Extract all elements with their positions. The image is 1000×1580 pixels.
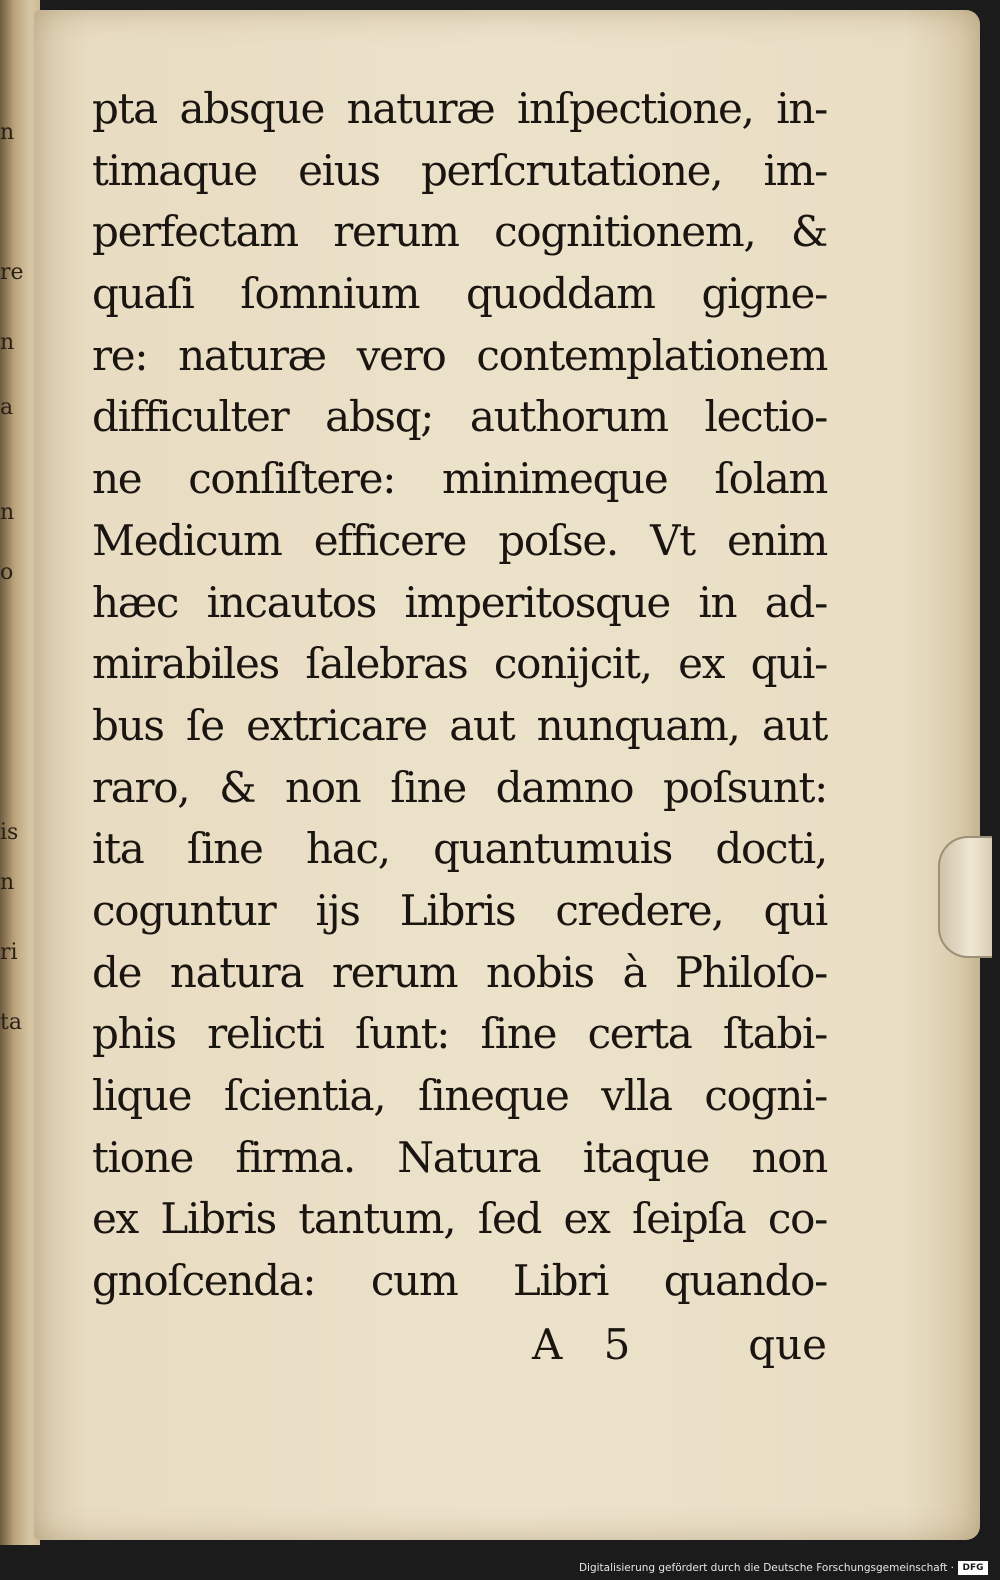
dfg-logo: DFG: [958, 1561, 988, 1575]
text-line: phis relicti ſunt: ſine certa ſtabi-: [92, 1009, 827, 1059]
text-line: coguntur ijs Libris credere, qui: [92, 885, 827, 935]
text-line: bus ſe extricare aut nunquam, aut: [92, 700, 827, 750]
text-line: mirabiles ſalebras conijcit, ex qui-: [92, 639, 827, 689]
text-line: re: naturæ vero contemplationem: [92, 330, 827, 380]
adjacent-page-fragment: ri: [0, 940, 18, 965]
text-line: ita ſine hac, quantumuis docti,: [92, 824, 827, 874]
adjacent-page-fragment: n: [0, 870, 15, 895]
signature-mark: A 5: [532, 1320, 645, 1369]
adjacent-page-fragment: n: [0, 120, 15, 145]
catchword: que: [748, 1320, 827, 1369]
adjacent-page-fragment: n: [0, 500, 15, 525]
footer-credit: Digitalisierung gefördert durch die Deutsche Forschungsgemeinschaft ·: [578, 1562, 954, 1574]
text-line: raro, & non ſine damno poſsunt:: [92, 762, 827, 812]
text-line: ne conſiſtere: minimeque ſolam: [92, 454, 827, 504]
text-line: timaque eius perſcrutatione, im-: [92, 145, 827, 195]
page-clip-tab: [938, 836, 992, 958]
text-line: de natura rerum nobis à Philoſo-: [92, 947, 827, 997]
text-line: lique ſcientia, ſineque vlla cogni-: [92, 1071, 827, 1120]
adjacent-page-fragment: o: [0, 560, 14, 585]
text-line: Medicum efficere poſse. Vt enim: [92, 515, 827, 565]
text-line: difficulter absq; authorum lectio-: [92, 392, 827, 442]
adjacent-page-fragment: a: [0, 395, 14, 420]
text-line: perfectam rerum cognitionem, &: [92, 207, 827, 257]
text-line: quaſi ſomnium quoddam gigne-: [92, 269, 827, 319]
text-line: hæc incautos imperitosque in ad-: [92, 577, 827, 627]
adjacent-page-fragment: n: [0, 330, 15, 355]
text-line: tione firma. Natura itaque non: [92, 1132, 827, 1182]
footer-bar: [0, 1550, 1000, 1580]
adjacent-page-fragment: is: [0, 820, 19, 845]
adjacent-page-fragment: ta: [0, 1010, 22, 1035]
text-line: gnoſcenda: cum Libri quando-: [92, 1256, 827, 1306]
text-line: ex Libris tantum, ſed ex ſeipſa co-: [92, 1194, 827, 1244]
text-line: pta absque naturæ inſpectione, in-: [92, 84, 827, 133]
adjacent-page-fragment: re: [0, 260, 24, 285]
page-text: [92, 78, 827, 1312]
page-foot: [92, 1320, 827, 1380]
